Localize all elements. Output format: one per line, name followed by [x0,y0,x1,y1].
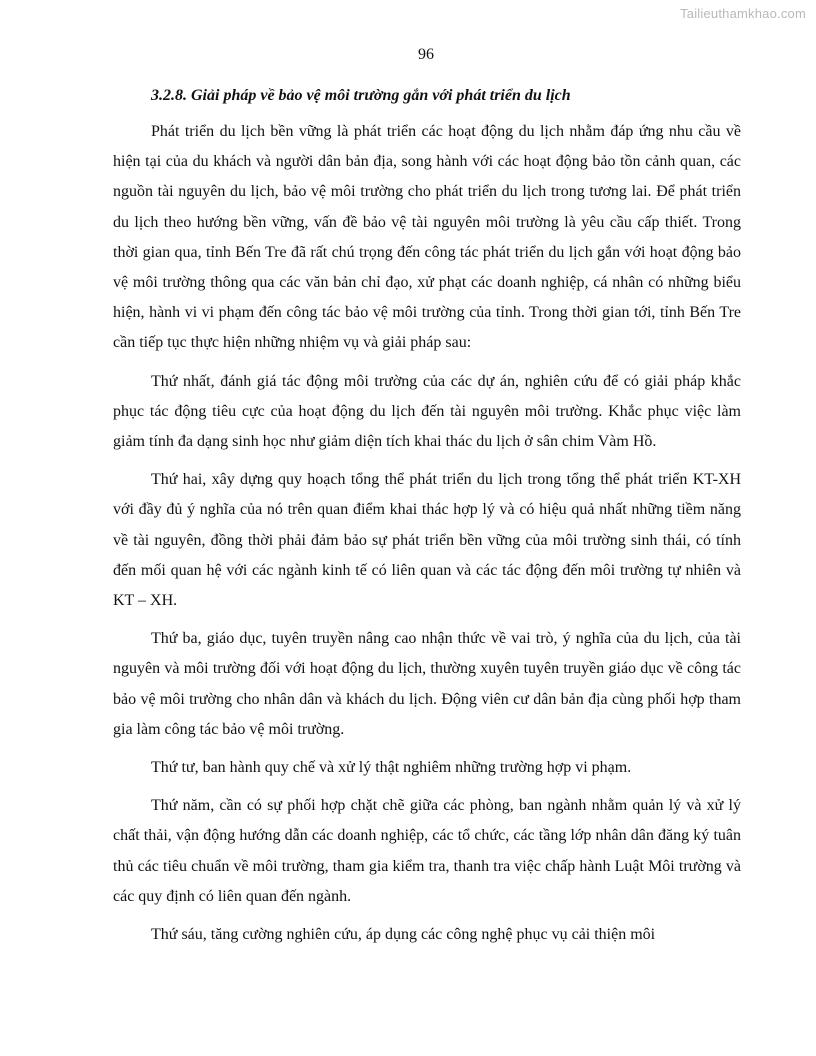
paragraph-solution-5: Thứ năm, cần có sự phối hợp chặt chẽ giữa các phòng, ban ngành nhằm quản lý và xử lý chất thải, vận động hướng dẫn các doanh nghiệp, các tổ chức, các tầng lớp nhân dân đăng ký tuân thủ các tiêu chuẩn về môi trường, tham gia kiểm tra, thanh tra việc chấp hành Luật Môi trường và các quy định có liên quan đến ngành. [113,797,741,905]
paragraph-solution-3: Thứ ba, giáo dục, tuyên truyền nâng cao nhận thức về vai trò, ý nghĩa của du lịch, của tài nguyên và môi trường đối với hoạt động du lịch, thường xuyên tuyên truyền giáo dục về công tác bảo vệ môi trường cho nhân dân và khách du lịch. Động viên cư dân bản địa cùng phối hợp tham gia làm công tác bảo vệ môi trường. [113,630,741,738]
paragraph-solution-2: Thứ hai, xây dựng quy hoạch tổng thể phát triển du lịch trong tổng thể phát triển KT-XH với đầy đủ ý nghĩa của nó trên quan điểm khai thác hợp lý và có hiệu quả nhất những tiềm năng về tài nguyên, đồng thời phải đảm bảo sự phát triển bền vững của môi trường sinh thái, có tính đến mối quan hệ với các ngành kinh tế có liên quan và các tác động đến môi trường tự nhiên và KT – XH. [113,471,741,610]
paragraph-solution-6: Thứ sáu, tăng cường nghiên cứu, áp dụng các công nghệ phục vụ cải thiện môi [151,926,656,944]
page-number: 96 [418,46,434,63]
section-heading: 3.2.8. Giải pháp về bảo vệ môi trường gắn với phát triển du lịch [151,87,571,104]
document-body [113,80,741,958]
paragraph-solution-4: Thứ tư, ban hành quy chế và xử lý thật nghiêm những trường hợp vi phạm. [151,759,632,777]
watermark: Tailieuthamkhao.com [680,6,806,21]
paragraph-intro: Phát triển du lịch bền vững là phát triển các hoạt động du lịch nhằm đáp ứng nhu cầu về hiện tại của du khách và người dân bản địa, song hành với các hoạt động bảo tồn cảnh quan, các nguồn tài nguyên du lịch, bảo vệ môi trường cho phát triển du lịch trong tương lai. Để phát triển du lịch theo hướng bền vững, vấn đề bảo vệ tài nguyên môi trường là yêu cầu cấp thiết. Trong thời gian qua, tỉnh Bến Tre đã rất chú trọng đến công tác phát triển du lịch gắn với hoạt động bảo vệ môi trường thông qua các văn bản chỉ đạo, xử phạt các doanh nghiệp, cá nhân có những biểu hiện, hành vi vi phạm đến công tác bảo vệ môi trường của tỉnh. Trong thời gian tới, tỉnh Bến Tre cần tiếp tục thực hiện những nhiệm vụ và giải pháp sau: [113,123,741,352]
paragraph-solution-1: Thứ nhất, đánh giá tác động môi trường của các dự án, nghiên cứu để có giải pháp khắc phục tác động tiêu cực của hoạt động du lịch đến tài nguyên môi trường. Khắc phục việc làm giảm tính đa dạng sinh học như giảm diện tích khai thác du lịch ở sân chim Vàm Hồ. [113,372,741,451]
